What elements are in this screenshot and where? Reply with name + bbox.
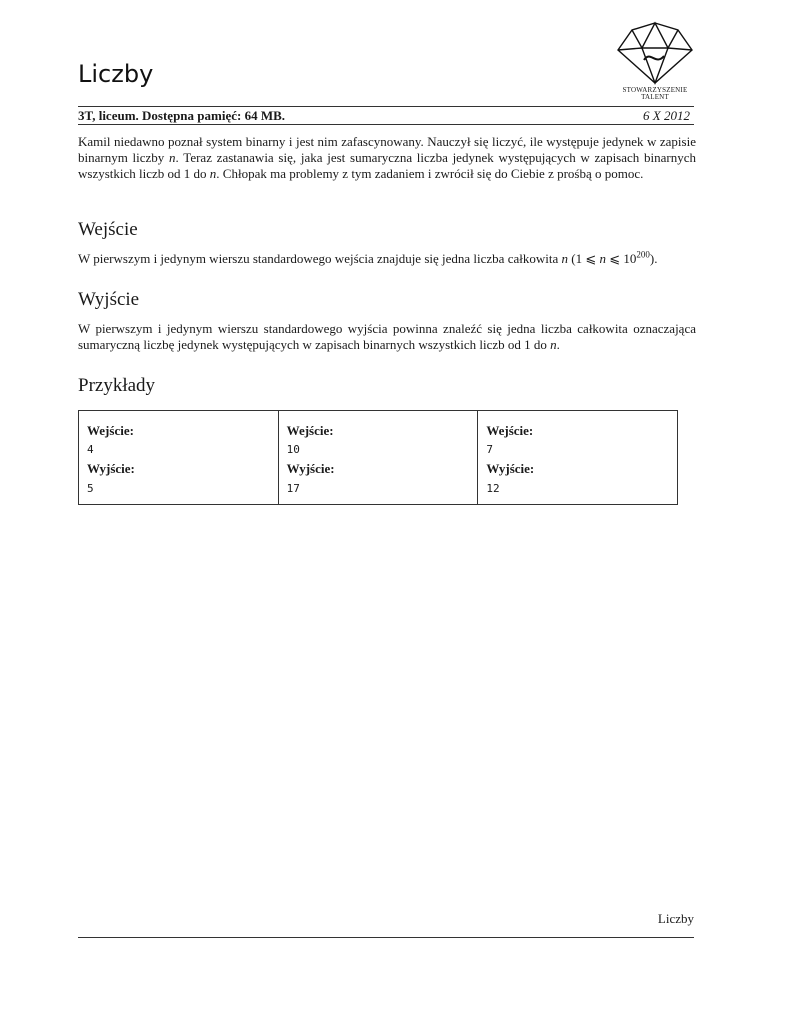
- input-text: W pierwszym i jedynym wierszu standardowego wejścia znajduje się jedna liczba całkowita: [78, 251, 562, 266]
- output-heading: Wyjście: [78, 289, 140, 310]
- constraint-close: ).: [649, 251, 658, 266]
- logo-text-line2: TALENT: [641, 93, 669, 101]
- task-date: 6 X 2012: [643, 108, 690, 123]
- constraint-mid: ⩽ 10: [605, 251, 637, 266]
- intro-text-part1: Kamil niedawno poznał system binarny i jest nim zafascynowany. Nauczył się liczyć, ile występuje jedynek w zapisie binarnym liczby: [78, 134, 696, 165]
- intro-text-part2: . Teraz zastanawia się, jaka jest sumaryczna liczba jedynek występujących w zapisach binarnych wszystkich liczb od 1 do: [78, 150, 696, 181]
- examples-heading: Przykłady: [78, 375, 156, 396]
- example-output-label: Wyjście:: [486, 461, 535, 476]
- example-input-value: 7: [486, 443, 493, 456]
- examples-table: [78, 410, 678, 505]
- example-cell: [478, 411, 677, 504]
- example-cell: [279, 411, 479, 504]
- math-variable: n: [169, 150, 176, 165]
- example-input-label: Wejście:: [87, 423, 134, 438]
- example-output-value: 17: [286, 482, 300, 495]
- footer-divider: [78, 937, 694, 938]
- footer-title: Liczby: [657, 911, 694, 926]
- problem-statement: [78, 134, 696, 182]
- diamond-logo-icon: [612, 20, 698, 86]
- math-variable: n: [561, 251, 568, 266]
- output-text: W pierwszym i jedynym wierszu standardowego wyjścia powinna znaleźć się jedna liczba całkowita oznaczająca sumaryczną liczbę jedynek występujących w zapisach binarnych wszystkich liczb od 1 do: [78, 321, 696, 352]
- input-heading: Wejście: [78, 219, 138, 240]
- logo-text-line1: STOWARZYSZENIE: [622, 86, 688, 94]
- example-input-label: Wejście:: [286, 423, 334, 438]
- math-variable: n: [599, 251, 606, 266]
- math-variable: n: [550, 337, 557, 352]
- example-output-value: 5: [87, 482, 94, 495]
- example-output-label: Wyjście:: [87, 461, 135, 476]
- example-input-value: 10: [286, 443, 300, 456]
- constraint-open: (1 ⩽: [567, 251, 600, 266]
- page-title: Liczby: [78, 60, 154, 88]
- input-description: [78, 251, 696, 267]
- example-input-label: Wejście:: [486, 423, 534, 438]
- intro-text-part3: . Chłopak ma problemy z tym zadaniem i zwrócił się do Ciebie z prośbą o pomoc.: [216, 166, 644, 181]
- example-cell: [79, 411, 279, 504]
- math-variable: n: [209, 166, 217, 181]
- example-output-value: 12: [486, 482, 500, 495]
- example-input-value: 4: [87, 443, 94, 456]
- task-info-bar: [78, 106, 694, 125]
- organization-logo: [612, 20, 698, 102]
- constraint-exponent: 200: [636, 249, 650, 260]
- task-level-memory: 3T, liceum. Dostępna pamięć: 64 MB.: [78, 108, 286, 123]
- output-description: [78, 321, 696, 353]
- example-output-label: Wyjście:: [286, 461, 335, 476]
- output-text-end: .: [556, 337, 560, 352]
